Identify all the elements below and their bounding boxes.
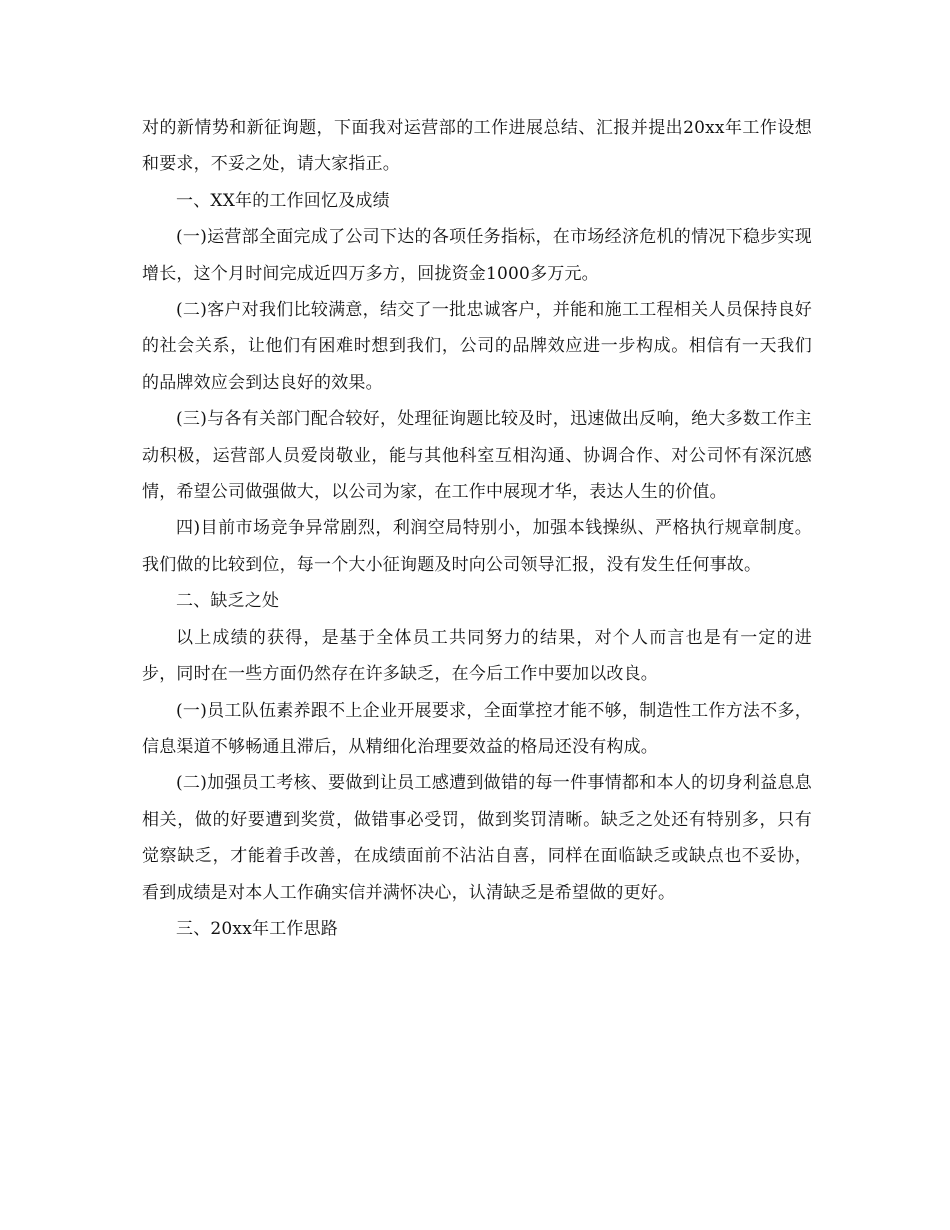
- section-heading-achievements: 一、XX年的工作回忆及成绩: [176, 190, 390, 211]
- paragraph-achievement-4: 四)目前市场竞争异常剧烈，利润空局特别小，加强本钱操纵、严格执行规章制度。我们做的比较到位，每一个大小征询题及时向公司领导汇报，没有发生任何事故。: [142, 518, 812, 575]
- section-heading-work-plan: 三、20xx年工作思路: [176, 918, 339, 939]
- paragraph-achievement-1: (一)运营部全面完成了公司下达的各项任务指标，在市场经济危机的情况下稳步实现增长，这个月时间完成近四万多方，回拢资金1000多万元。: [142, 227, 812, 284]
- paragraph-intro: 对的新情势和新征询题，下面我对运营部的工作进展总结、汇报并提出20xx年工作设想和要求，不妥之处，请大家指正。: [142, 118, 812, 175]
- paragraph-achievement-3: (三)与各有关部门配合较好，处理征询题比较及时，迅速做出反响，绝大多数工作主动积极，运营部人员爱岗敬业，能与其他科室互相沟通、协调合作、对公司怀有深沉感情，希望公司做强做大，以公司为家，在工作中展现才华，表达人生的价值。: [142, 409, 812, 503]
- paragraph-achievement-2: (二)客户对我们比较满意，结交了一批忠诚客户，并能和施工工程相关人员保持良好的社会关系，让他们有困难时想到我们，公司的品牌效应进一步构成。相信有一天我们的品牌效应会到达良好的效果。: [142, 300, 812, 393]
- section-heading-shortcomings: 二、缺乏之处: [176, 591, 280, 612]
- paragraph-shortcoming-2: (二)加强员工考核、要做到让员工感遭到做错的每一件事情都和本人的切身利益息息相关，做的好要遭到奖赏，做错事必受罚，做到奖罚清晰。缺乏之处还有特别多，只有觉察缺乏，才能着手改善，在成绩面前不沾沾自喜，同样在面临缺乏或缺点也不妥协，看到成绩是对本人工作确实信并满怀决心，认清缺乏是希望做的更好。: [142, 773, 812, 903]
- paragraph-shortcoming-1: (一)员工队伍素养跟不上企业开展要求，全面掌控才能不够，制造性工作方法不多，信息渠道不够畅通且滞后，从精细化治理要效益的格局还没有构成。: [142, 700, 812, 757]
- document-body: [142, 110, 812, 947]
- paragraph-shortcomings-intro: 以上成绩的获得，是基于全体员工共同努力的结果，对个人而言也是有一定的进步，同时在一些方面仍然存在许多缺乏，在今后工作中要加以改良。: [142, 627, 812, 685]
